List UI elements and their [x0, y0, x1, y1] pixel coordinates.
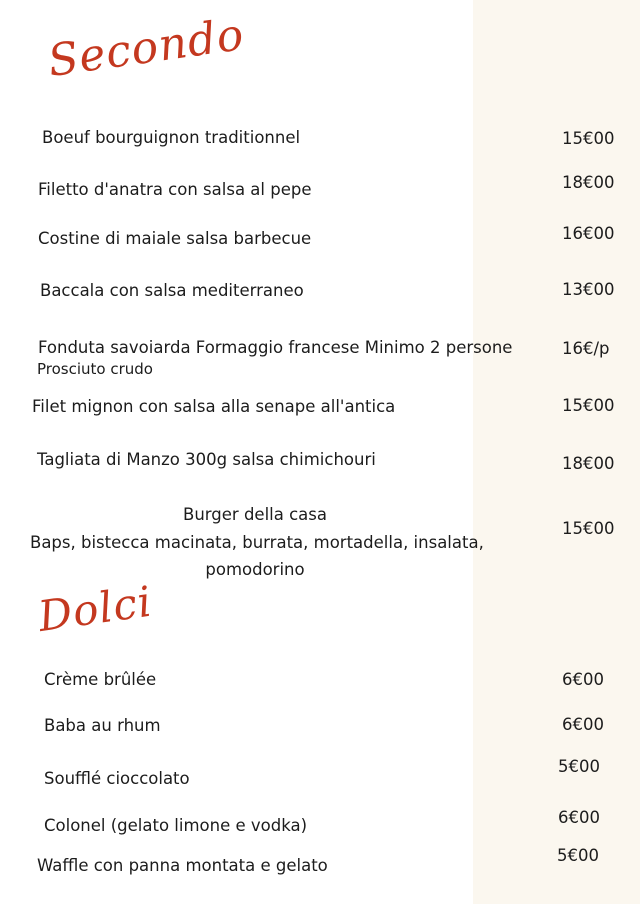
menu-item-price: 13€00 [562, 280, 615, 299]
menu-item-name: Boeuf bourguignon traditionnel [42, 128, 301, 147]
menu-item-name: Crème brûlée [44, 670, 157, 689]
menu-item-price: 16€/p [562, 339, 610, 358]
menu-item-price: 5€00 [557, 846, 599, 865]
menu-item-description: pomodorino [205, 560, 305, 579]
menu-item-name: Waffle con panna montata e gelato [37, 856, 328, 875]
price-column-background [473, 0, 640, 904]
menu-item-price: 16€00 [562, 224, 615, 243]
section-title-dolci: Dolci [35, 576, 156, 641]
menu-item-name: Filet mignon con salsa alla senape all'antica [32, 397, 396, 416]
menu-item-price: 6€00 [558, 808, 600, 827]
menu-item-price: 6€00 [562, 715, 604, 734]
section-title-secondo: Secondo [44, 9, 248, 87]
menu-item-price: 15€00 [562, 129, 615, 148]
menu-item-name: Tagliata di Manzo 300g salsa chimichouri [37, 450, 376, 469]
menu-item-name: Baba au rhum [44, 716, 161, 735]
menu-item-name: Baccala con salsa mediterraneo [40, 281, 304, 300]
menu-item-name: Soufflé cioccolato [44, 769, 190, 788]
menu-item-note: Prosciuto crudo [37, 360, 153, 378]
menu-item-name: Burger della casa [183, 505, 327, 524]
menu-item-price: 15€00 [562, 519, 615, 538]
menu-item-price: 18€00 [562, 173, 615, 192]
menu-item-name: Fonduta savoiarda Formaggio francese Minimo 2 persone [38, 338, 513, 357]
menu-item-description: Baps, bistecca macinata, burrata, mortadella, insalata, [30, 533, 484, 552]
menu-item-name: Costine di maiale salsa barbecue [38, 229, 312, 248]
menu-item-name: Colonel (gelato limone e vodka) [44, 816, 308, 835]
menu-item-price: 6€00 [562, 670, 604, 689]
menu-item-price: 18€00 [562, 454, 615, 473]
menu-item-name: Filetto d'anatra con salsa al pepe [38, 180, 312, 199]
menu-item-price: 15€00 [562, 396, 615, 415]
menu-item-price: 5€00 [558, 757, 600, 776]
